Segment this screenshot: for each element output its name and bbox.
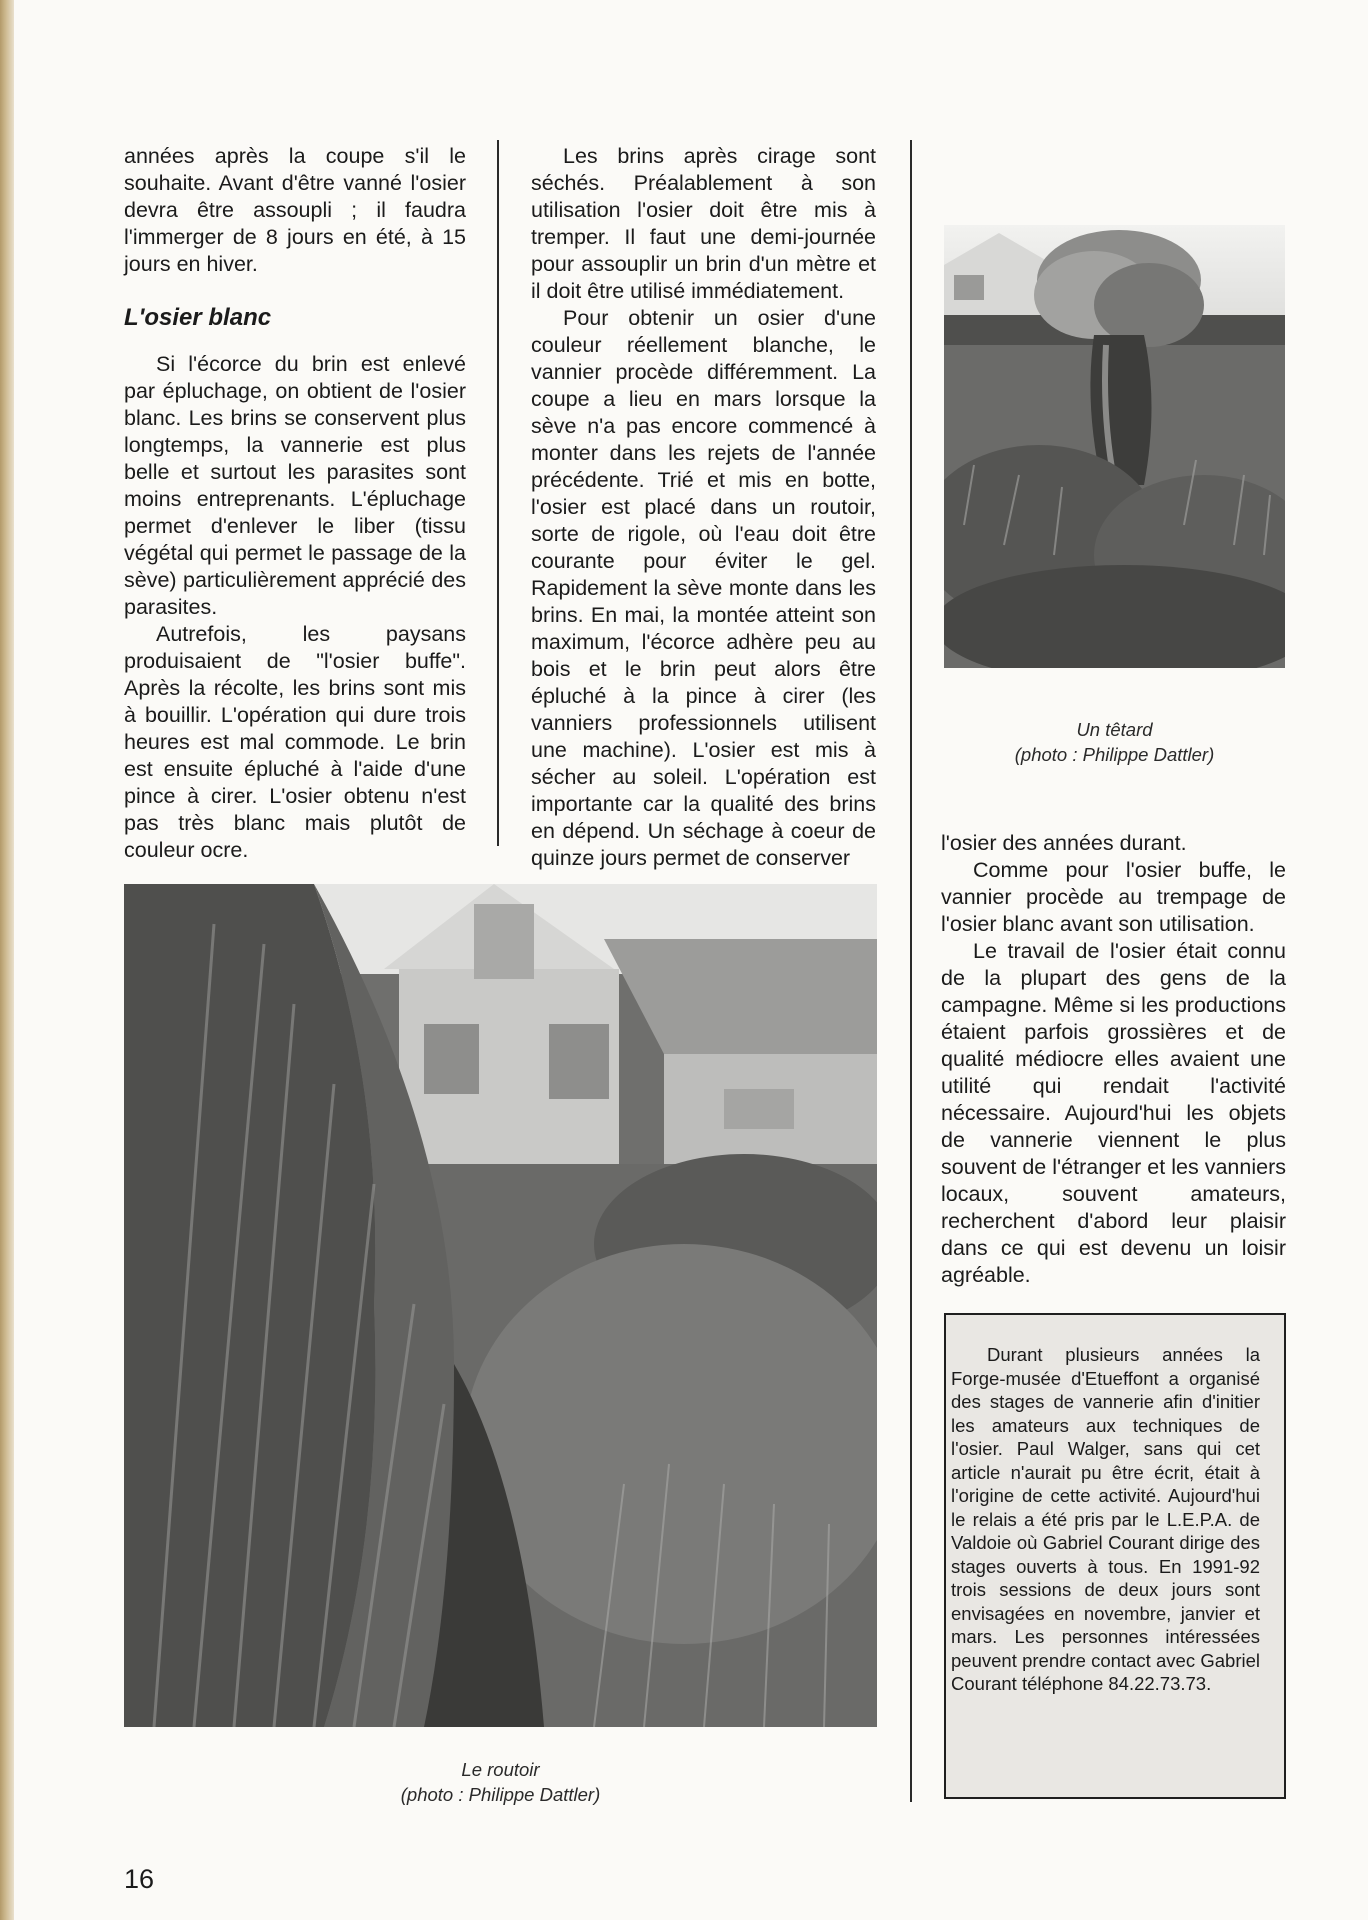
column1-paragraph-1: années après la coupe s'il le souhaite. Avant d'être vanné l'osier devra être assoupli ; il faudra l'immerger de 8 jours en été, à 15 jours en hiver.: [124, 144, 466, 276]
column2-paragraph-2: Pour obtenir un osier d'une couleur réellement blanche, le vannier procède différemment. La coupe a lieu en mars lorsque la sève n'a pas encore commencé à monter dans les rejets de l'année précédente. Trié et mis en botte, l'osier est placé dans un routoir, sorte de rigole, où l'eau doit être courante pour éviter le gel. Rapidement la sève monte dans les brins. En mai, la montée atteint son maximum, l'écorce adhère peu au bois et le brin peut alors être épluché à la pince à cirer (les vanniers professionnels utilisent une machine). L'osier est mis à sécher au soleil. L'opération est importante car la qualité des brins en dépend. Un séchage à coeur de quinze jours permet de conserver: [531, 306, 876, 870]
info-box-text: Durant plusieurs années la Forge-musée d'Etueffont a organisé des stages de vannerie afin d'initier les amateurs aux techniques de l'osier. Paul Walger, sans qui cet article n'aurait pu être écrit, était à l'origine de cette activité. Aujourd'hui le relais a été pris par le L.E.P.A. de Valdoie où Gabriel Courant dirige des stages ouverts à tous. En 1991-92 trois sessions de deux jours sont envisagées en novembre, janvier et mars. Les personnes intéressées peuvent prendre contact avec Gabriel Courant téléphone 84.22.73.73.: [951, 1344, 1260, 1694]
column1-paragraph-3: Autrefois, les paysans produisaient de "l'osier buffe". Après la récolte, les brins sont mis à bouillir. L'opération qui dure trois heures est mal commode. Le brin est ensuite épluché à l'aide d'une pince à cirer. L'osier obtenu n'est pas très blanc mais plutôt de couleur ocre.: [124, 622, 466, 862]
column1-paragraph-2: Si l'écorce du brin est enlevé par épluchage, on obtient de l'osier blanc. Les brins se conservent plus longtemps, la vannerie est plus belle et surtout les parasites sont moins entreprenants. L'épluchage permet d'enlever le liber (tissu végétal qui permet le passage de la sève) particulièrement apprécié des parasites.: [124, 352, 466, 619]
article-column-3: [941, 830, 1286, 1289]
caption-tetard-title: Un têtard: [1076, 719, 1153, 740]
photo-routoir-image: [124, 884, 877, 1727]
info-box-text-block: [951, 1343, 1260, 1696]
column-divider-2: [910, 140, 912, 1802]
photo-tetard-image: [944, 225, 1285, 668]
column3-paragraph-2: Comme pour l'osier buffe, le vannier procède au trempage de l'osier blanc avant son utilisation.: [941, 858, 1286, 936]
column-divider-1: [497, 140, 499, 846]
column3-paragraph-1: l'osier des années durant.: [941, 831, 1187, 855]
caption-tetard: [944, 717, 1285, 767]
caption-routoir: [124, 1757, 877, 1807]
column3-paragraph-3: Le travail de l'osier était connu de la plupart des gens de la campagne. Même si les productions étaient parfois grossières et de qualité médiocre elles avaient une utilité qui rendait l'activité nécessaire. Aujourd'hui les objets de vannerie viennent le plus souvent de l'étranger et les vanniers locaux, souvent amateurs, recherchent d'abord leur plaisir dans ce qui est devenu un loisir agréable.: [941, 939, 1286, 1287]
page-binding-edge: [0, 0, 14, 1920]
section-heading: L'osier blanc: [124, 304, 272, 331]
page-number: 16: [124, 1864, 155, 1894]
photo-routoir: [124, 884, 877, 1727]
caption-routoir-title: Le routoir: [461, 1759, 540, 1780]
article-column-2: [531, 143, 876, 872]
column2-paragraph-1: Les brins après cirage sont séchés. Préalablement à son utilisation l'osier doit être mis à tremper. Il faut une demi-journée pour assouplir un brin d'un mètre et il doit être utilisé immédiatement.: [531, 144, 876, 303]
caption-tetard-credit: (photo : Philippe Dattler): [1014, 744, 1215, 765]
article-column-1: [124, 143, 466, 864]
caption-routoir-credit: (photo : Philippe Dattler): [400, 1784, 601, 1805]
photo-tetard: [944, 225, 1285, 668]
